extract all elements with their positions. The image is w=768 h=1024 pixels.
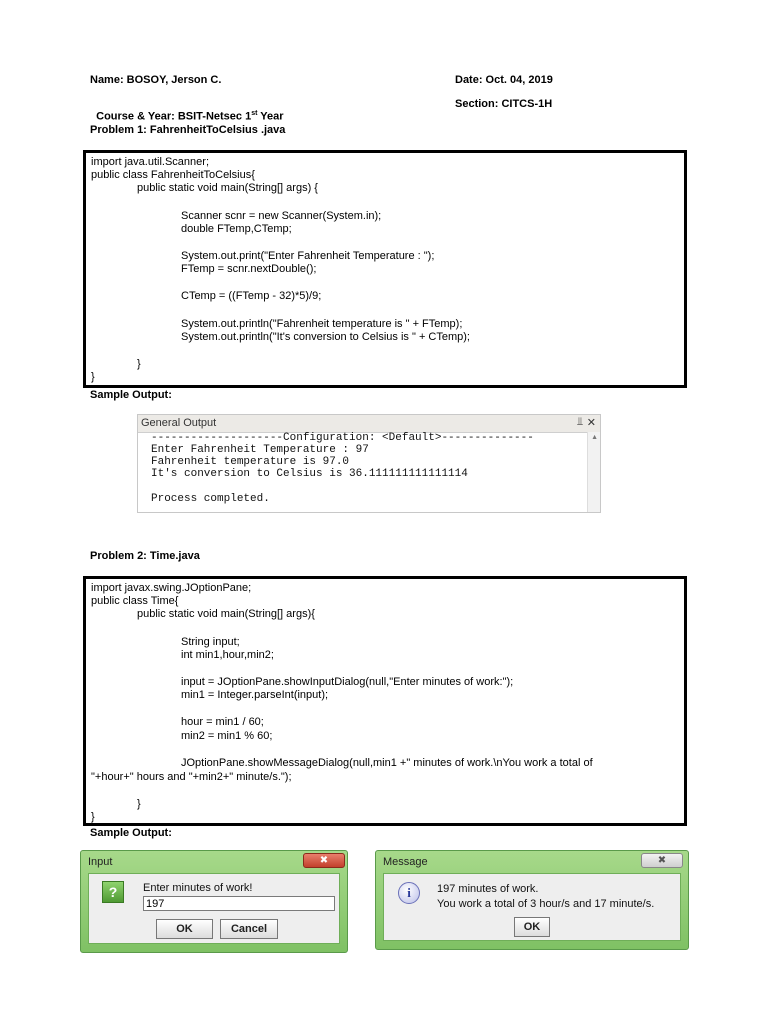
input-dialog [80, 850, 348, 953]
output-line: Process completed. [151, 493, 270, 505]
pin-icon[interactable]: ⫫ [576, 416, 583, 428]
code-line: public static void main(String[] args) { [137, 182, 318, 194]
code-line: double FTemp,CTemp; [181, 223, 292, 235]
output-line: It's conversion to Celsius is 36.111111111111114 [151, 468, 468, 480]
cancel-button[interactable]: Cancel [220, 919, 278, 939]
course-year [90, 98, 284, 123]
close-icon[interactable]: ✕ [586, 417, 596, 429]
code-line: String input; [181, 636, 240, 648]
code-line: FTemp = scnr.nextDouble(); [181, 263, 317, 275]
code-line: Scanner scnr = new Scanner(System.in); [181, 210, 382, 222]
message-dialog-title: Message [383, 856, 428, 868]
code-line: min1 = Integer.parseInt(input); [181, 689, 329, 701]
code-line: min2 = min1 % 60; [181, 730, 273, 742]
output-line: --------------------Configuration: <Default>-------------- [151, 432, 534, 444]
scroll-up-arrow-icon[interactable]: ▲ [591, 434, 598, 441]
code-line: import java.util.Scanner; [91, 156, 209, 168]
code-line: System.out.println("It's conversion to Celsius is " + CTemp); [181, 331, 470, 343]
output-line: Enter Fahrenheit Temperature : 97 [151, 444, 369, 456]
code-line: input = JOptionPane.showInputDialog(null,"Enter minutes of work:"); [181, 676, 514, 688]
code-line: } [137, 358, 141, 370]
course-year-sup: st [251, 110, 258, 117]
problem1-code-box [83, 150, 687, 388]
code-line: import javax.swing.JOptionPane; [91, 582, 252, 594]
general-output-title: General Output [141, 417, 217, 429]
ok-button[interactable]: OK [514, 917, 550, 937]
close-button[interactable]: ✖ [641, 853, 683, 868]
code-line: public static void main(String[] args){ [137, 608, 315, 620]
submission-date: Date: Oct. 04, 2019 [455, 74, 553, 86]
general-output-text [138, 432, 588, 512]
info-icon: i [398, 882, 420, 904]
output-line: Fahrenheit temperature is 97.0 [151, 456, 350, 468]
code-line: hour = min1 / 60; [181, 716, 264, 728]
code-line: } [91, 811, 95, 823]
code-line: "+hour+" hours and "+min2+" minute/s."); [91, 771, 292, 783]
problem2-sample-label: Sample Output: [90, 827, 172, 839]
question-icon: ? [102, 881, 124, 903]
code-line: } [137, 798, 141, 810]
message-dialog [375, 850, 689, 950]
message-line-2: You work a total of 3 hour/s and 17 minute/s. [437, 898, 655, 910]
code-line: CTemp = ((FTemp - 32)*5)/9; [181, 290, 322, 302]
general-output-titlebar [138, 415, 600, 433]
problem1-title: Problem 1: FahrenheitToCelsius .java [90, 124, 286, 136]
input-dialog-body [88, 873, 340, 944]
input-prompt: Enter minutes of work! [143, 882, 253, 894]
input-dialog-title: Input [88, 856, 113, 868]
section: Section: CITCS-1H [455, 98, 553, 110]
general-output-panel [137, 414, 601, 513]
student-name: Name: BOSOY, Jerson C. [90, 74, 222, 86]
problem2-code-box [83, 576, 687, 826]
code-line: public class FahrenheitToCelsius{ [91, 169, 255, 181]
message-line-1: 197 minutes of work. [437, 883, 539, 895]
code-line: JOptionPane.showMessageDialog(null,min1 +" minutes of work.\nYou work a total of [181, 757, 593, 769]
problem2-title: Problem 2: Time.java [90, 550, 200, 562]
problem1-sample-label: Sample Output: [90, 389, 172, 401]
course-year-text: Course & Year: BSIT-Netsec 1 [96, 110, 252, 123]
course-year-suffix: Year [257, 110, 284, 123]
code-line: public class Time{ [91, 595, 179, 607]
close-button[interactable]: ✖ [303, 853, 345, 868]
minutes-input[interactable] [143, 896, 335, 911]
code-line: } [91, 371, 95, 383]
vertical-scrollbar[interactable] [587, 432, 600, 512]
code-line: int min1,hour,min2; [181, 649, 274, 661]
message-dialog-body [383, 873, 681, 941]
code-line: System.out.print("Enter Fahrenheit Temperature : "); [181, 250, 435, 262]
code-line: System.out.println("Fahrenheit temperature is " + FTemp); [181, 318, 463, 330]
ok-button[interactable]: OK [156, 919, 213, 939]
